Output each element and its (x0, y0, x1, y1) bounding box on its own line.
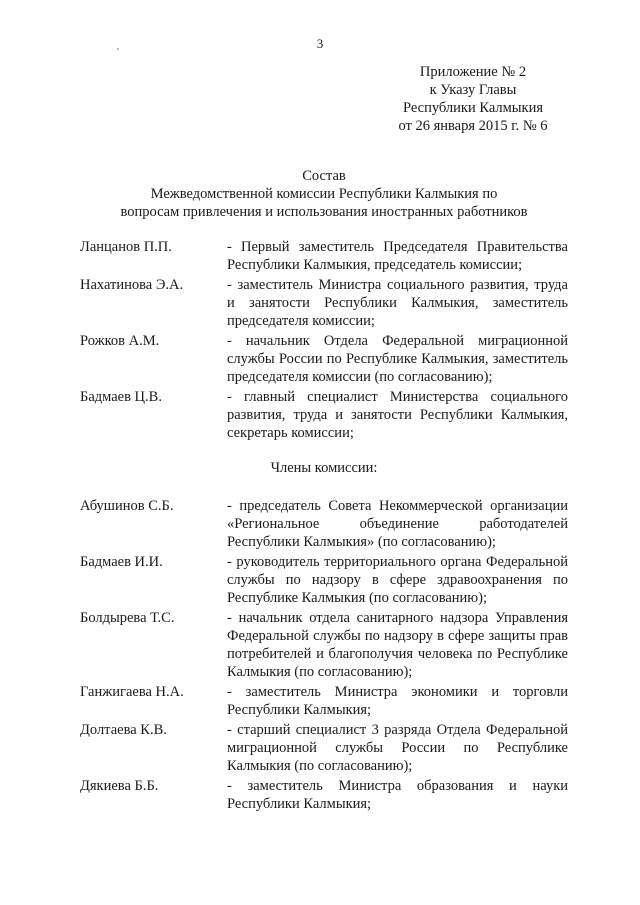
person-name: Долтаева К.В. (80, 722, 167, 738)
leadership-list (80, 238, 568, 444)
person-name: Дякиева Б.Б. (80, 778, 159, 794)
members-list (80, 497, 568, 815)
page-number: 3 (316, 36, 324, 51)
person-role: - начальник отдела санитарного надзора Управления Федеральной службы по надзору в сфере защиты прав потребителей и благополучия человека по Республике Калмыкия (по согласованию); (227, 610, 568, 680)
person-role: - заместитель Министра экономики и торговли Республики Калмыкия; (227, 684, 568, 718)
list-item (80, 721, 568, 775)
person-name: Болдырева Т.С. (80, 610, 175, 626)
list-item (80, 276, 568, 330)
annex-line-2: к Указу Главы (429, 82, 517, 98)
person-name: Нахатинова Э.А. (80, 277, 184, 293)
list-item (80, 609, 568, 681)
person-name: Рожков А.М. (80, 333, 160, 349)
person-name: Ганжигаева Н.А. (80, 684, 184, 700)
annex-line-4: от 26 января 2015 г. № 6 (398, 118, 548, 134)
person-role: - заместитель Министра образования и науки Республики Калмыкия; (227, 778, 568, 812)
list-item (80, 388, 568, 442)
person-role: - заместитель Министра социального развития, труда и занятости Республики Калмыкия, заместитель председателя комиссии; (227, 277, 568, 329)
annex-block (388, 63, 558, 135)
person-role: - руководитель территориального органа Федеральной службы по надзору в сфере здравоохранения по Республике Калмыкия (по согласованию); (227, 554, 568, 606)
person-role: - председатель Совета Некоммерческой организации «Региональное объединение работодателей Республики Калмыкия» (по согласованию); (227, 498, 568, 550)
list-item (80, 683, 568, 719)
person-name: Бадмаев Ц.В. (80, 389, 162, 405)
list-item (80, 332, 568, 386)
document-title (80, 167, 568, 221)
members-heading: Члены комиссии: (270, 460, 378, 476)
person-name: Ланцанов П.П. (80, 239, 172, 255)
title-line-3: вопросам привлечения и использования иностранных работников (120, 204, 528, 220)
person-role: - старший специалист 3 разряда Отдела Федеральной миграционной службы России по Республике Калмыкия (по согласованию); (227, 722, 568, 774)
list-item (80, 553, 568, 607)
title-line-1: Состав (302, 168, 346, 184)
annex-line-1: Приложение № 2 (419, 64, 527, 80)
person-name: Бадмаев И.И. (80, 554, 163, 570)
person-role: - главный специалист Министерства социального развития, труда и занятости Республики Калмыкия, секретарь комиссии; (227, 389, 568, 441)
list-item (80, 497, 568, 551)
list-item (80, 777, 568, 813)
person-name: Абушинов С.Б. (80, 498, 174, 514)
person-role: - начальник Отдела Федеральной миграционной службы России по Республике Калмыкия, заместитель председателя комиссии (по согласованию); (227, 333, 568, 385)
list-item (80, 238, 568, 274)
annex-line-3: Республики Калмыкия (402, 100, 544, 116)
title-line-2: Межведомственной комиссии Республики Калмыкия по (150, 186, 498, 202)
person-role: - Первый заместитель Председателя Правительства Республики Калмыкия, председатель комиссии; (227, 239, 568, 273)
